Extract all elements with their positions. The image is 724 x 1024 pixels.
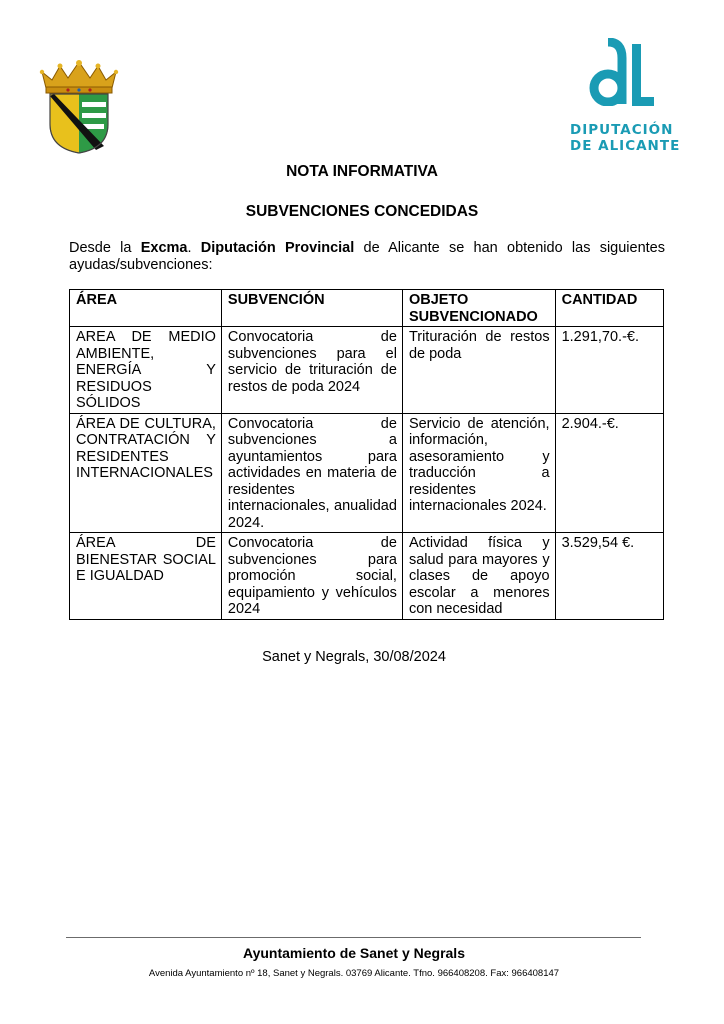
diputacion-alicante-logo <box>566 38 681 158</box>
footer-organization: Ayuntamiento de Sanet y Negrals <box>243 945 465 961</box>
document-title: NOTA INFORMATIVA <box>286 163 438 180</box>
cell-objeto: Servicio de atención, información, asesoramiento y traducción a residentes internacionales 2024. <box>402 413 555 533</box>
document-subtitle: SUBVENCIONES CONCEDIDAS <box>245 203 479 220</box>
cell-cantidad: 3.529,54 €. <box>555 533 663 620</box>
table-header-row <box>70 290 664 327</box>
logo-text-line1: DIPUTACIÓN <box>570 122 674 138</box>
crown-icon <box>40 60 118 93</box>
footer-divider <box>66 937 641 938</box>
cell-subvencion: Convocatoria de subvenciones para el servicio de trituración de restos de poda 2024 <box>221 327 402 414</box>
table-row <box>70 327 664 414</box>
logo-text-line2: DE ALICANTE <box>570 138 681 154</box>
place-and-date: Sanet y Negrals, 30/08/2024 <box>262 649 446 665</box>
footer-address: Avenida Ayuntamiento nº 18, Sanet y Negrals. 03769 Alicante. Tfno. 966408208. Fax: 966408147 <box>148 968 560 979</box>
intro-paragraph: Desde la Excma. Diputación Provincial de Alicante se han obtenido las siguientes ayudas/subvenciones: <box>69 240 665 273</box>
coat-of-arms-logo <box>38 58 120 154</box>
cell-subvencion: Convocatoria de subvenciones a ayuntamientos para actividades en materia de residentes internacionales, anualidad 2024. <box>221 413 402 533</box>
header-objeto: OBJETO SUBVENCIONADO <box>402 290 555 327</box>
cell-objeto: Actividad física y salud para mayores y clases de apoyo escolar a menores con necesidad <box>402 533 555 620</box>
grants-table <box>69 289 664 620</box>
cell-cantidad: 2.904.-€. <box>555 413 663 533</box>
diputacion-al-icon <box>588 38 654 106</box>
table-row <box>70 533 664 620</box>
header-area: ÁREA <box>70 290 222 327</box>
cell-objeto: Trituración de restos de poda <box>402 327 555 414</box>
table-row <box>70 413 664 533</box>
cell-subvencion: Convocatoria de subvenciones para promoción social, equipamiento y vehículos 2024 <box>221 533 402 620</box>
header-subvencion: SUBVENCIÓN <box>221 290 402 327</box>
cell-area: ÁREA DE BIENESTAR SOCIAL E IGUALDAD <box>70 533 222 620</box>
cell-cantidad: 1.291,70.-€. <box>555 327 663 414</box>
cell-area: ÁREA DE CULTURA, CONTRATACIÓN Y RESIDENTES INTERNACIONALES <box>70 413 222 533</box>
header-cantidad: CANTIDAD <box>555 290 663 327</box>
cell-area: AREA DE MEDIO AMBIENTE, ENERGÍA Y RESIDUOS SÓLIDOS <box>70 327 222 414</box>
